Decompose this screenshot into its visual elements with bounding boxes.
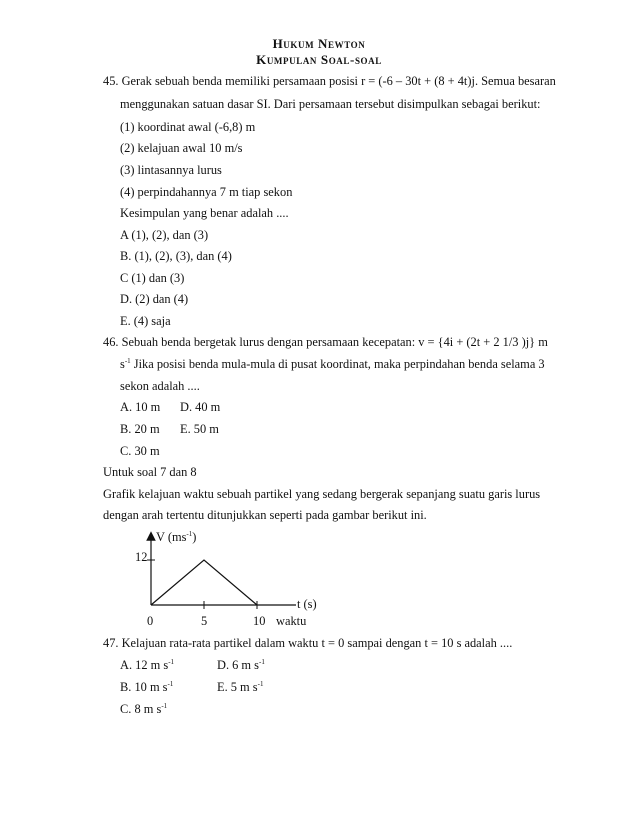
q47-option-b-exponent: -1 xyxy=(167,680,174,688)
q45-text-line1: 45. Gerak sebuah benda memiliki persamaan posisi r = (-6 – 30t + (8 + 4t)j. Semua besaran xyxy=(103,74,556,88)
x-tick-10: 10 xyxy=(253,614,266,628)
velocity-series-line xyxy=(151,560,257,605)
q47-option-e-text: E. 5 m s xyxy=(217,680,258,694)
q45-statement-2: (2) kelajuan awal 10 m/s xyxy=(120,141,243,155)
q46-option-c: C. 30 m xyxy=(120,444,160,458)
intro-line2: Grafik kelajuan waktu sebuah partikel yang sedang bergerak sepanjang suatu garis lurus xyxy=(103,487,541,501)
q47-option-e-exponent: -1 xyxy=(257,680,264,688)
x-tick-0: 0 xyxy=(147,614,154,628)
q45-prompt: Kesimpulan yang benar adalah .... xyxy=(120,206,289,220)
q47-option-a-exponent: -1 xyxy=(168,658,175,666)
x-tick-5: 5 xyxy=(201,614,208,628)
y-axis-label xyxy=(156,530,196,545)
q47-option-c xyxy=(120,702,167,717)
y-axis-label-end: ) xyxy=(192,530,197,544)
q46-option-b: B. 20 m xyxy=(120,422,160,436)
q45-option-a: A (1), (2), dan (3) xyxy=(120,228,209,242)
q47-option-b-text: B. 10 m s xyxy=(120,680,168,694)
q46-text-line1: 46. Sebuah benda bergetak lurus dengan persamaan kecepatan: v = {4i + (2t + 2 1/3 )j} m xyxy=(103,335,548,349)
q46-unit-exponent: -1 xyxy=(124,357,131,365)
q46-text-line3: sekon adalah .... xyxy=(120,379,200,393)
q47-option-c-exponent: -1 xyxy=(161,702,168,710)
q47-option-e xyxy=(217,680,263,695)
x-axis-label: t (s) xyxy=(297,597,317,611)
q47-option-c-text: C. 8 m s xyxy=(120,702,162,716)
page-title: Hukum Newton xyxy=(272,36,366,51)
y-axis-label-exponent: -1 xyxy=(186,530,193,538)
q45-statement-4: (4) perpindahannya 7 m tiap sekon xyxy=(120,185,293,199)
q45-option-d: D. (2) dan (4) xyxy=(120,292,189,306)
y-tick-12: 12 xyxy=(135,550,148,564)
intro-line1: Untuk soal 7 dan 8 xyxy=(103,465,197,479)
y-axis-label-main: V (ms xyxy=(156,530,187,544)
q45-statement-3: (3) lintasannya lurus xyxy=(120,163,222,177)
q47-option-d-text: D. 6 m s xyxy=(217,658,259,672)
page-subtitle: Kumpulan Soal-soal xyxy=(256,52,382,67)
q45-option-e: E. (4) saja xyxy=(120,314,171,328)
q45-statement-1: (1) koordinat awal (-6,8) m xyxy=(120,120,256,134)
q45-text-line2: menggunakan satuan dasar SI. Dari persamaan tersebut disimpulkan sebagai berikut: xyxy=(120,97,541,111)
q46-unit-s: s xyxy=(120,357,125,371)
q47-option-d xyxy=(217,658,265,673)
q47-option-d-exponent: -1 xyxy=(259,658,265,666)
x-axis-word: waktu xyxy=(276,614,307,628)
q46-option-a: A. 10 m xyxy=(120,400,161,414)
q47-option-a xyxy=(120,658,174,673)
q46-text-line2-rest: Jika posisi benda mula-mula di pusat koordinat, maka perpindahan benda selama 3 xyxy=(130,357,545,371)
q47-text-line1: 47. Kelajuan rata-rata partikel dalam waktu t = 0 sampai dengan t = 10 s adalah .... xyxy=(103,636,513,650)
q45-option-c: C (1) dan (3) xyxy=(120,271,185,285)
q47-option-a-text: A. 12 m s xyxy=(120,658,169,672)
q47-option-b xyxy=(120,680,173,695)
intro-line3: dengan arah tertentu ditunjukkan seperti pada gambar berikut ini. xyxy=(103,508,427,522)
q45-option-b: B. (1), (2), (3), dan (4) xyxy=(120,249,232,263)
q46-option-e: E. 50 m xyxy=(180,422,219,436)
q46-option-d: D. 40 m xyxy=(180,400,221,414)
